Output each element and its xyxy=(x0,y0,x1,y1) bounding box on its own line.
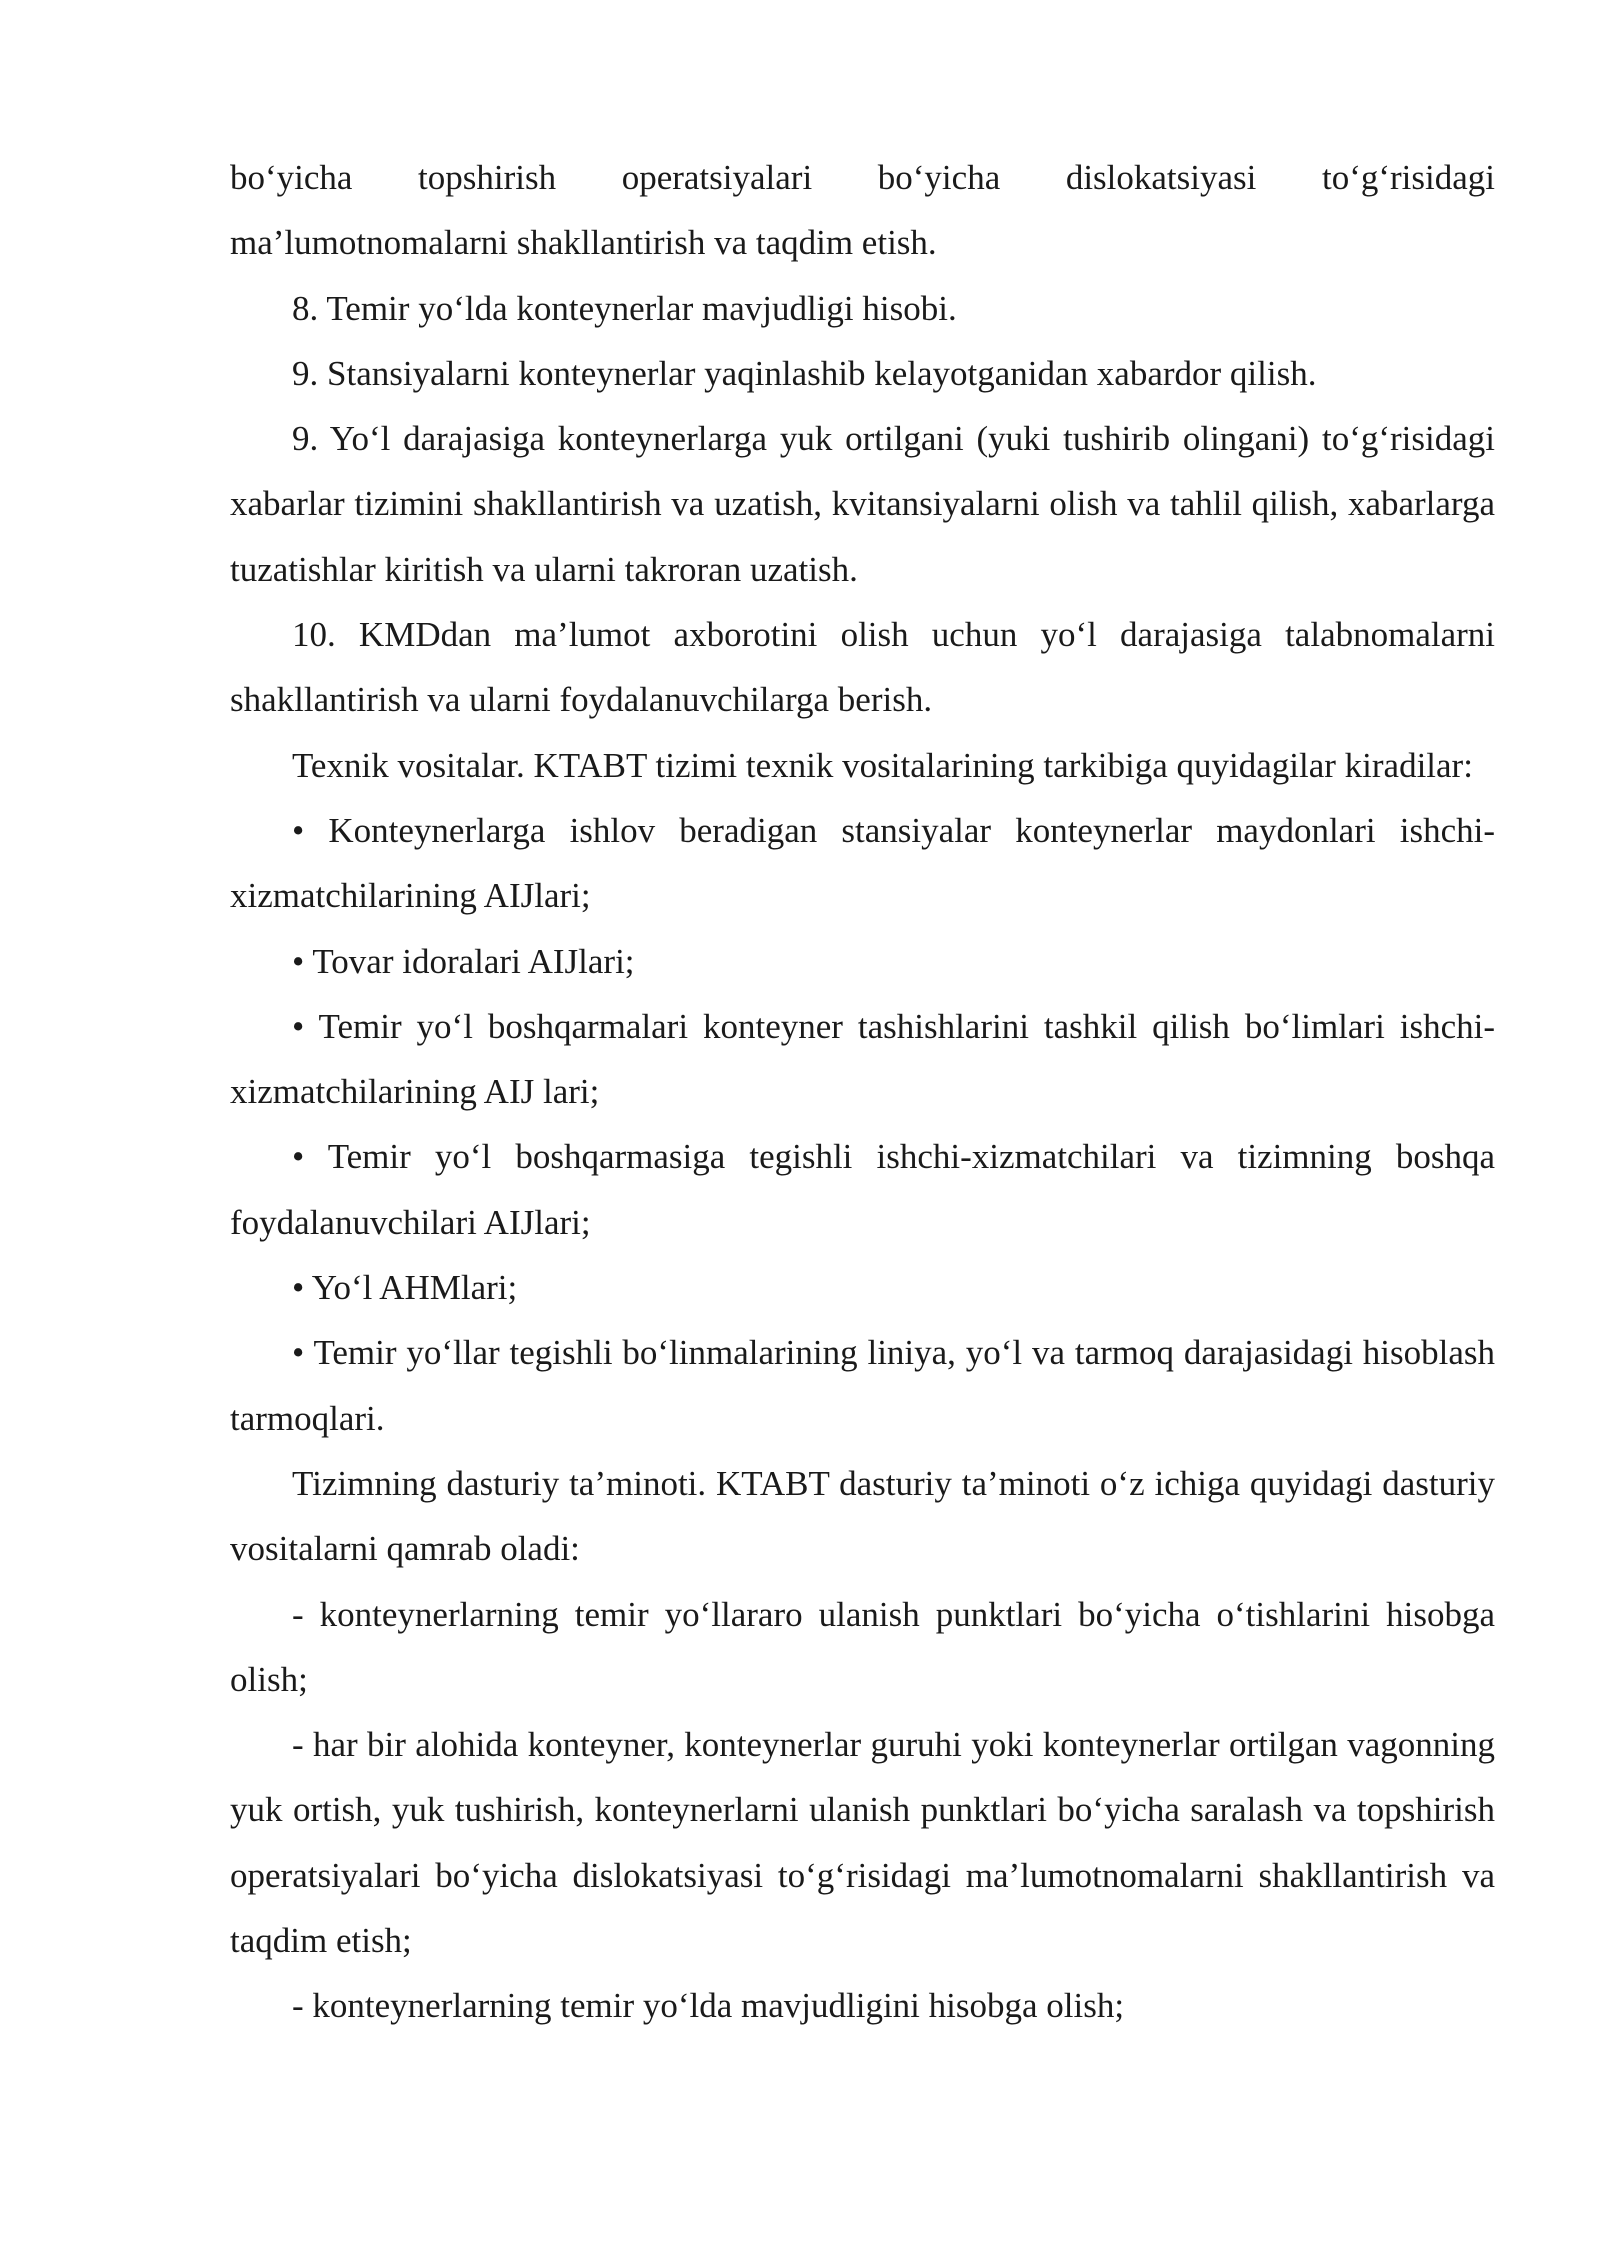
paragraph-1: bo‘yicha topshirish operatsiyalari bo‘yicha dislokatsiyasi to‘g‘risidagi ma’lumotnomalarni shakllantirish va taqdim etish. xyxy=(230,158,1495,263)
dash-item-3: - konteynerlarning temir yo‘lda mavjudligini hisobga olish; xyxy=(292,1986,1125,2026)
paragraph-5: 10. KMDdan ma’lumot axborotini olish uchun yo‘l darajasiga talabnomalarni shakllantirish va ularni foydalanuvchilarga berish. xyxy=(230,615,1495,720)
bullet-item-2: • Tovar idoralari AIJlari; xyxy=(292,941,635,981)
paragraph-3: 9. Stansiyalarni konteynerlar yaqinlashib kelayotganidan xabardor qilish. xyxy=(292,353,1317,393)
paragraph-6: Texnik vositalar. KTABT tizimi texnik vositalarining tarkibiga quyidagilar kiradilar: xyxy=(292,745,1473,785)
bullet-item-4: • Temir yo‘l boshqarmasiga tegishli ishchi-xizmatchilari va tizimning boshqa foydalanuvchilari AIJlari; xyxy=(230,1137,1495,1242)
bullet-item-3: • Temir yo‘l boshqarmalari konteyner tashishlarini tashkil qilish bo‘limlari ishchi-xizmatchilarining AIJ lari; xyxy=(230,1006,1495,1112)
bullet-item-1: • Konteynerlarga ishlov beradigan stansiyalar konteynerlar maydonlari ishchi-xizmatchilarining AIJlari; xyxy=(230,810,1495,916)
document-page xyxy=(230,145,1495,2039)
dash-item-2: - har bir alohida konteyner, konteynerlar guruhi yoki konteynerlar ortilgan vagonning yuk ortish, yuk tushirish, konteynerlarni ulanish punktlari bo‘yicha saralash va topshirish operatsiyalari bo‘yicha dislokatsiyasi to‘g‘risidagi ma’lumotnomalarni shakllantirish va taqdim etish; xyxy=(230,1725,1495,1961)
paragraph-2: 8. Temir yo‘lda konteynerlar mavjudligi hisobi. xyxy=(292,288,957,328)
paragraph-7: Tizimning dasturiy ta’minoti. KTABT dasturiy ta’minoti o‘z ichiga quyidagi dasturiy vositalarni qamrab oladi: xyxy=(230,1463,1495,1569)
paragraph-4: 9. Yo‘l darajasiga konteynerlarga yuk ortilgani (yuki tushirib olingani) to‘g‘risidagi xabarlar tizimini shakllantirish va uzatish, kvitansiyalarni olish va tahlil qilish, xabarlarga tuzatishlar kiritish va ularni takroran uzatish. xyxy=(230,419,1495,589)
bullet-item-5: • Yo‘l AHMlari; xyxy=(292,1268,518,1308)
bullet-item-6: • Temir yo‘llar tegishli bo‘linmalarining liniya, yo‘l va tarmoq darajasidagi hisoblash tarmoqlari. xyxy=(230,1333,1495,1438)
dash-item-1: - konteynerlarning temir yo‘llararo ulanish punktlari bo‘yicha o‘tishlarini hisobga olish; xyxy=(230,1594,1495,1699)
